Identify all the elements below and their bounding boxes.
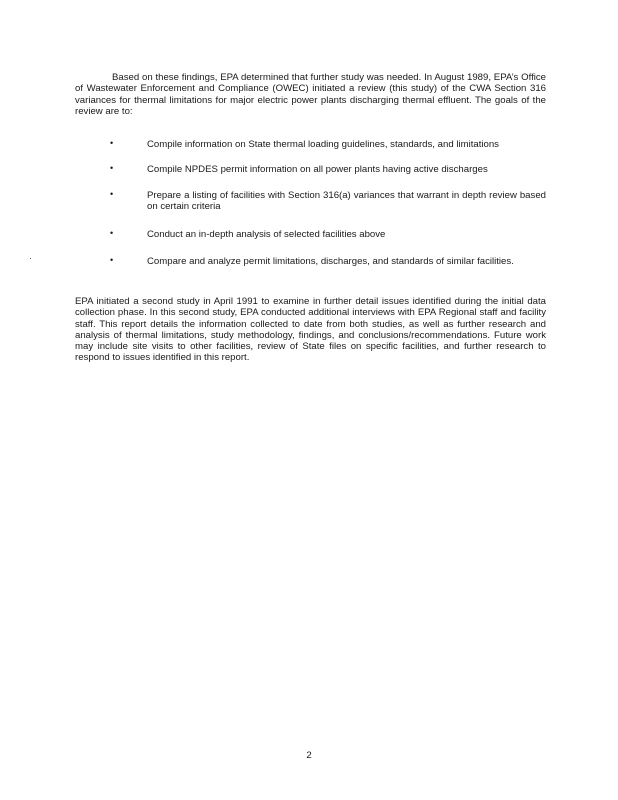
scan-artifact [30,258,31,259]
second-study-paragraph: EPA initiated a second study in April 1991 to examine in further detail issues identified during the initial data collection phase. In this second study, EPA conducted additional interviews with EPA Regional staff and facility staff. This report details the information collected to date from both studies, as well as further research and analysis of thermal limitations, study methodology, findings, and conclusions/recommendations. Future work may include site visits to other facilities, review of State files on specific facilities, and further research to respond to issues identified in this report. [75,296,546,364]
goal-text: Compile information on State thermal loading guidelines, standards, and limitations [147,139,499,150]
bullet-icon: • [110,163,114,173]
bullet-icon: • [110,138,114,148]
bullet-icon: • [110,189,114,199]
bullet-icon: • [110,255,114,265]
goal-text: Compare and analyze permit limitations, discharges, and standards of similar facilities. [147,256,514,267]
goal-text: Conduct an in-depth analysis of selected facilities above [147,229,386,240]
page-number: 2 [306,750,312,761]
goal-text: Compile NPDES permit information on all power plants having active discharges [147,164,488,175]
intro-paragraph: Based on these findings, EPA determined that further study was needed. In August 1989, EPA’s Office of Wastewater Enforcement and Compliance (OWEC) initiated a review (this study) of the CWA Section 316 variances for thermal limitations for major electric power plants discharging thermal effluent. The goals of the review are to: [75,72,546,117]
goal-text: Prepare a listing of facilities with Section 316(a) variances that warrant in depth review based on certain criteria [147,190,546,213]
bullet-icon: • [110,228,114,238]
